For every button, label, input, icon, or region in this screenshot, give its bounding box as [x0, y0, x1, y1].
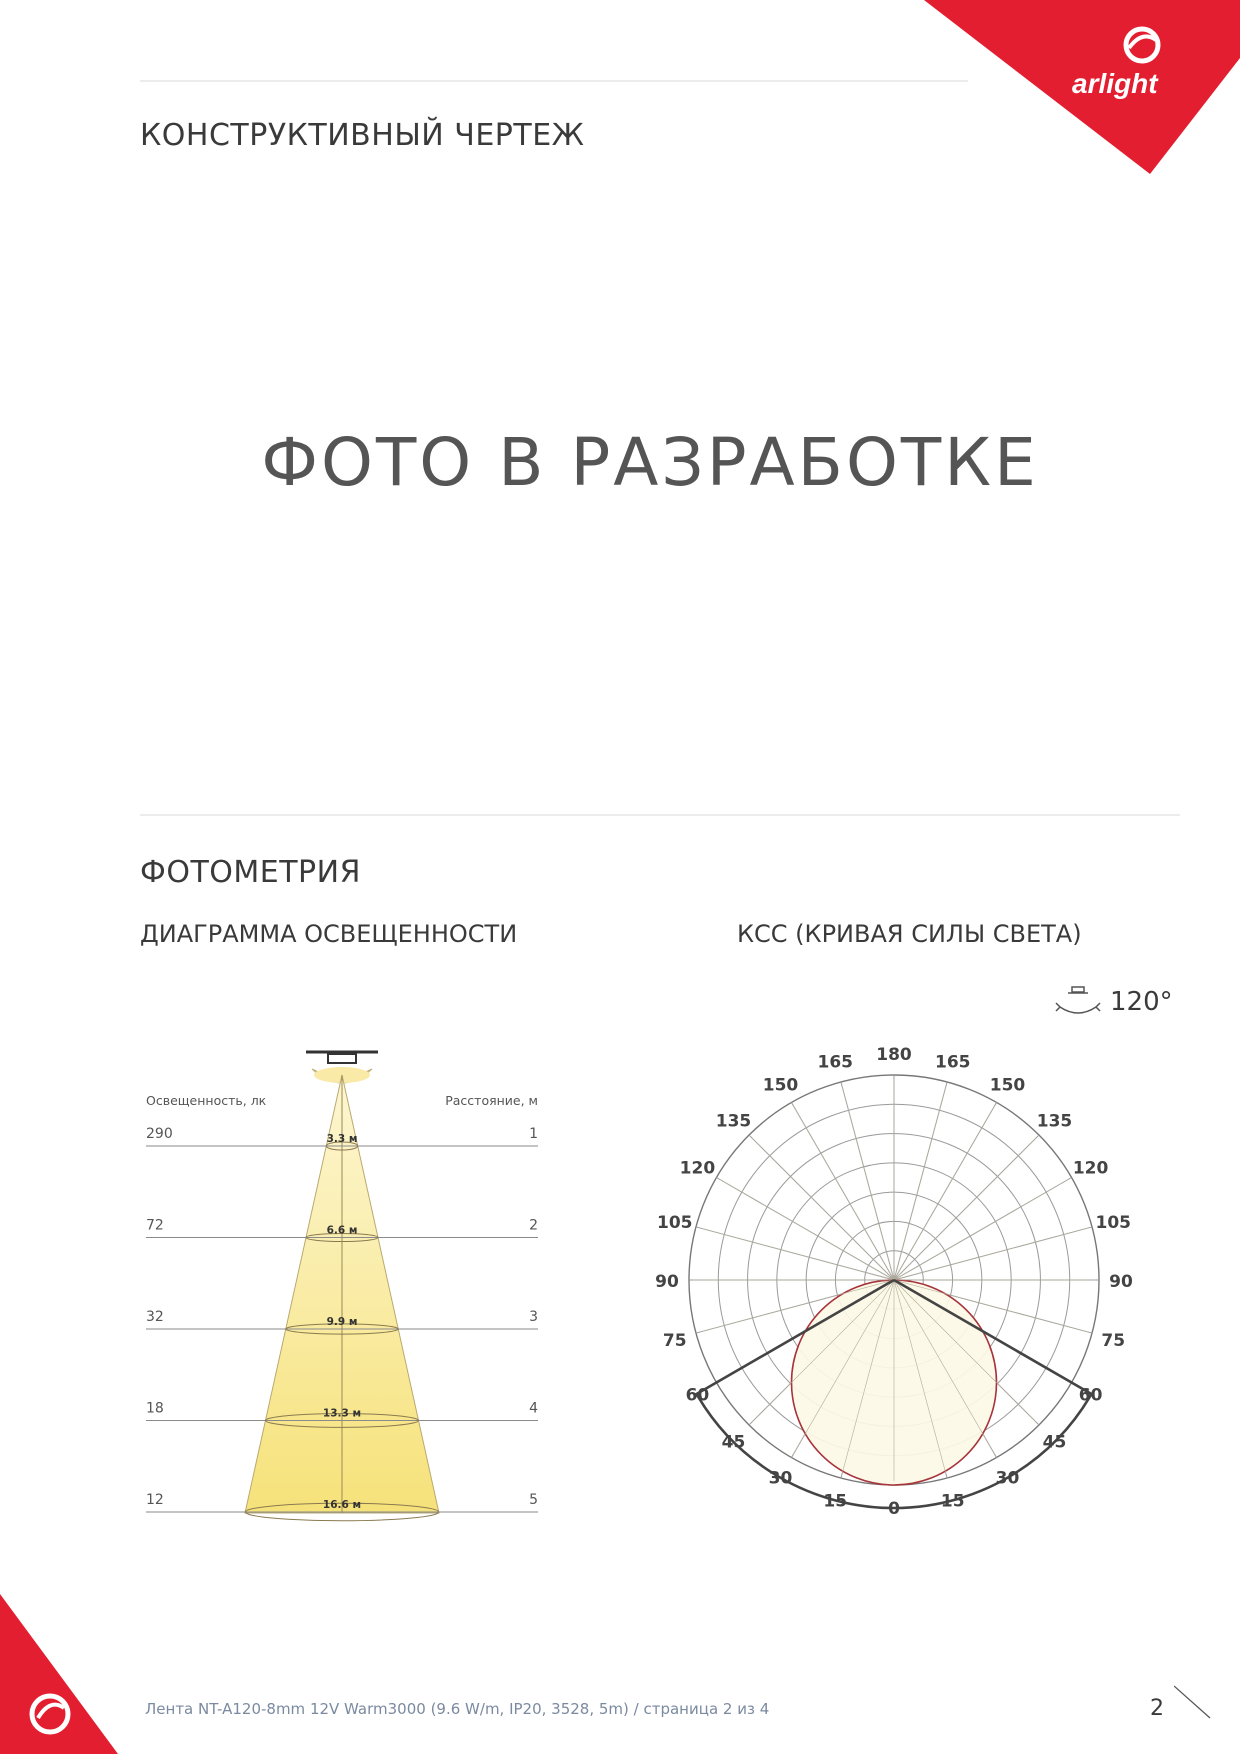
page-number: 2: [1150, 1696, 1164, 1721]
distance-value: 5: [529, 1492, 538, 1508]
footer-corner: [0, 1594, 120, 1754]
beam-angle-badge: [1054, 985, 1173, 1019]
beam-angle-value: 120°: [1110, 987, 1173, 1017]
polar-angle-label: 165: [935, 1052, 971, 1073]
lux-value: 290: [146, 1126, 173, 1142]
polar-angle-label: 30: [995, 1468, 1020, 1489]
polar-angle-label: 0: [888, 1499, 900, 1519]
distance-value: 4: [529, 1400, 538, 1417]
page-corner-mark: [1174, 1682, 1214, 1722]
polar-angle-label: 30: [768, 1468, 793, 1489]
polar-angle-label: 90: [1109, 1272, 1133, 1292]
photo-placeholder: ФОТО В РАЗРАБОТКЕ: [261, 424, 1039, 501]
drawing-title: КОНСТРУКТИВНЫЙ ЧЕРТЕЖ: [140, 118, 585, 153]
top-divider: [140, 80, 968, 82]
polar-angle-label: 105: [1095, 1213, 1132, 1234]
polar-angle-label: 105: [656, 1213, 693, 1234]
polar-angle-label: 75: [1101, 1330, 1126, 1351]
beam-diameter: 16.6 м: [322, 1499, 362, 1511]
polar-angle-label: 135: [715, 1111, 752, 1132]
polar-angle-label: 45: [721, 1432, 746, 1453]
lux-axis-label: Освещенность, лк: [146, 1093, 267, 1108]
brand-logo: [924, 0, 1240, 178]
polar-angle-label: 150: [762, 1075, 799, 1096]
fixture-icon: [328, 1054, 356, 1063]
distance-value: 3: [529, 1309, 538, 1325]
polar-angle-label: 120: [1072, 1158, 1109, 1179]
polar-angle-label: 150: [989, 1075, 1026, 1096]
polar-angle-label: 15: [823, 1491, 848, 1512]
logo-text: arlight: [1072, 68, 1158, 99]
distance-value: 2: [529, 1217, 538, 1234]
illuminance-diagram: [140, 1045, 550, 1530]
ksc-polar-diagram: [650, 1045, 1140, 1565]
beam-diameter: 13.3 м: [322, 1407, 362, 1420]
footer-product-text: Лента NT-A120-8mm 12V Warm3000 (9.6 W/m, IP20, 3528, 5m) / страница 2 из 4: [145, 1700, 770, 1718]
photometry-title: ФОТОМЕТРИЯ: [140, 855, 361, 890]
ksc-title: КСС (КРИВАЯ СИЛЫ СВЕТА): [737, 920, 1082, 948]
polar-angle-label: 60: [1078, 1385, 1103, 1406]
polar-angle-label: 60: [685, 1385, 710, 1406]
lux-value: 72: [146, 1217, 164, 1234]
polar-angle-label: 45: [1042, 1432, 1067, 1453]
polar-angle-label: 180: [876, 1045, 912, 1065]
distance-axis-label: Расстояние, м: [445, 1093, 538, 1108]
polar-angle-label: 75: [662, 1330, 687, 1351]
distance-value: 1: [529, 1126, 538, 1142]
polar-angle-label: 165: [817, 1052, 853, 1073]
photometry-divider: [140, 814, 1180, 816]
polar-angle-label: 90: [655, 1272, 679, 1292]
beam-diameter: 3.3 м: [326, 1133, 358, 1145]
beam-diameter: 9.9 м: [326, 1316, 358, 1328]
lux-value: 12: [146, 1492, 164, 1508]
polar-angle-label: 15: [940, 1491, 965, 1512]
beam-angle-icon: [1054, 985, 1102, 1019]
polar-angle-label: 135: [1036, 1111, 1073, 1132]
illuminance-title: ДИАГРАММА ОСВЕЩЕННОСТИ: [140, 920, 518, 948]
lux-value: 18: [146, 1400, 164, 1417]
beam-diameter: 6.6 м: [326, 1224, 358, 1237]
polar-angle-label: 120: [679, 1158, 716, 1179]
lux-value: 32: [146, 1309, 164, 1325]
